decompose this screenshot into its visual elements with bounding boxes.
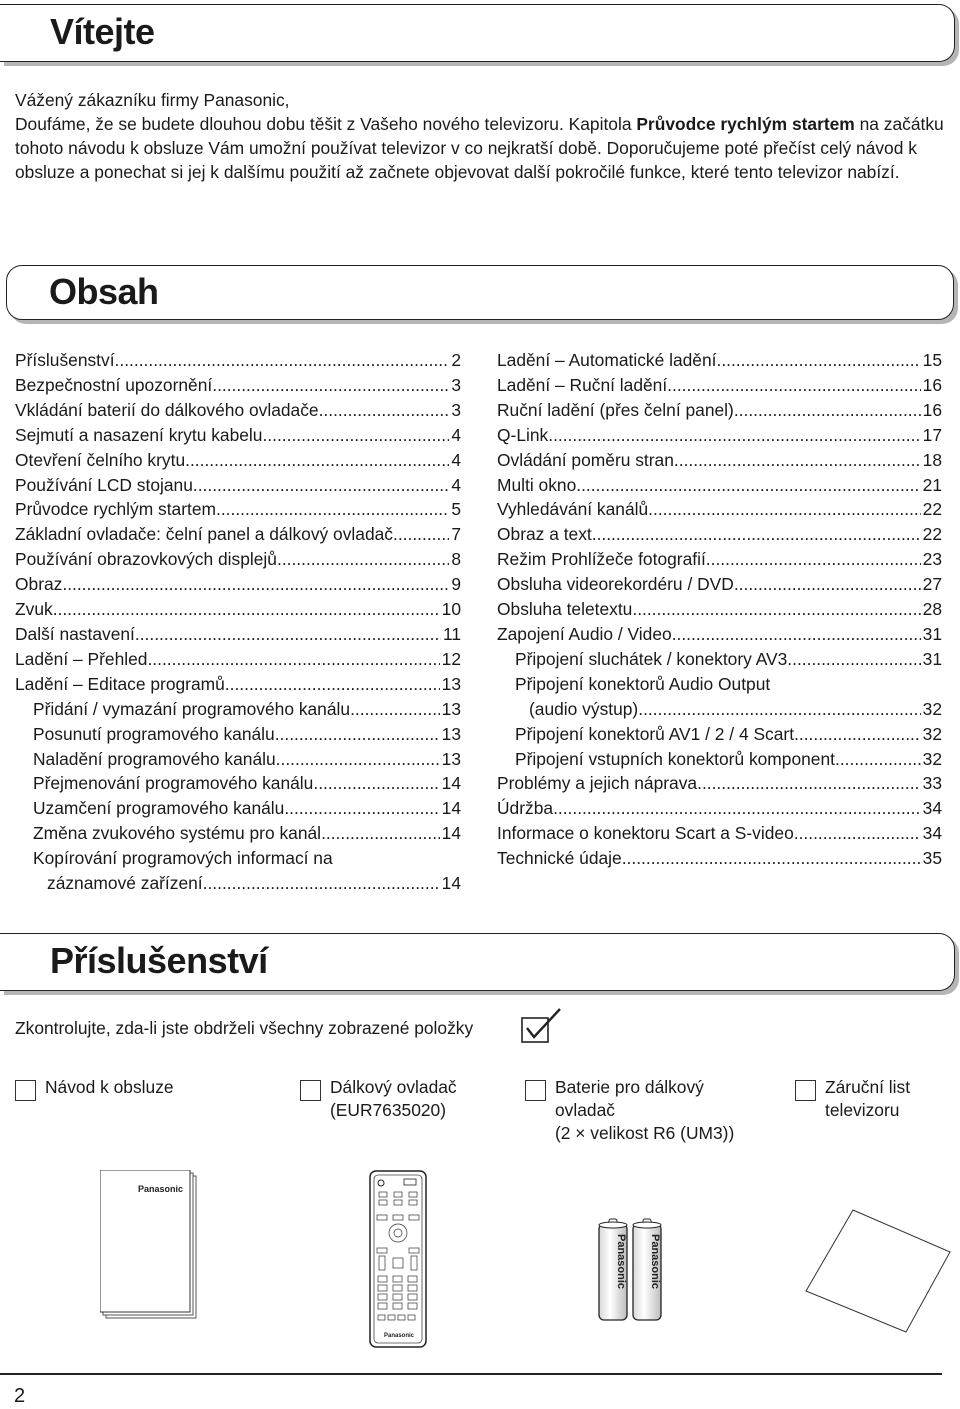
toc-entry-label: (audio výstup) <box>529 698 639 719</box>
toc-entry <box>497 597 942 622</box>
footer-divider <box>0 1373 942 1375</box>
warranty-card-illustration <box>798 1205 958 1337</box>
toc-entry <box>15 547 461 572</box>
toc-entry <box>15 572 461 597</box>
toc-entry-page: 3 <box>451 399 461 420</box>
toc-leader-dots <box>333 846 459 871</box>
accessory-label <box>555 1076 734 1145</box>
toc-leader-dots <box>632 597 920 622</box>
toc-leader-dots <box>350 697 440 722</box>
toc-entry-page <box>459 846 461 871</box>
toc-entry <box>497 348 942 373</box>
toc-entry <box>497 796 942 821</box>
battery-brand: Panasonic <box>615 1234 627 1290</box>
toc-leader-dots <box>794 821 921 846</box>
toc-entry-page: 8 <box>451 549 461 570</box>
toc-leader-dots <box>734 572 921 597</box>
toc-entry-label: Bezpečnostní upozornění <box>15 374 213 395</box>
welcome-header <box>0 4 955 62</box>
toc-entry <box>15 398 461 423</box>
toc-entry-page: 4 <box>451 474 461 495</box>
toc-entry-page: 31 <box>922 648 942 669</box>
toc-entry-label: Obsluha videorekordéru / DVD <box>497 574 734 595</box>
toc-leader-dots <box>262 423 449 448</box>
check-instruction: Zkontrolujte, zda-li jste obdrželi všechny zobrazené položky <box>15 1018 474 1038</box>
checkbox-empty-icon <box>15 1080 36 1101</box>
toc-entry-label: Používání obrazovkových displejů <box>15 549 277 570</box>
toc-entry <box>15 771 461 796</box>
toc-entry <box>15 522 461 547</box>
toc-entry-page: 9 <box>451 574 461 595</box>
toc-entry-page: 14 <box>441 873 461 894</box>
toc-leader-dots <box>313 771 439 796</box>
toc-leader-dots <box>203 871 440 896</box>
toc-entry-label: Příslušenství <box>15 350 115 370</box>
accessory-label <box>45 1076 174 1099</box>
accessory-label <box>825 1076 910 1122</box>
toc-entry-page: 28 <box>922 599 942 620</box>
toc-entry <box>15 697 461 722</box>
toc-entry-label: Ladění – Přehled <box>15 648 148 669</box>
toc-entry-page: 16 <box>922 374 942 395</box>
toc-leader-dots <box>115 348 450 373</box>
toc-leader-dots <box>276 747 440 772</box>
toc-leader-dots <box>770 672 940 697</box>
toc-entry-page: 35 <box>922 848 942 869</box>
toc-leader-dots <box>147 647 439 672</box>
remote-control-illustration <box>369 1170 427 1348</box>
toc-entry-label: Q-Link <box>497 424 549 445</box>
toc-entry-page <box>940 672 942 697</box>
toc-leader-dots <box>212 373 449 398</box>
toc-entry-label: Připojení vstupních konektorů komponent <box>515 748 835 769</box>
toc-leader-dots <box>622 846 921 871</box>
toc-leader-dots <box>225 672 440 697</box>
toc-entry-label: Obsluha teletextu <box>497 599 633 620</box>
toc-entry <box>15 672 461 697</box>
toc-entry <box>15 423 461 448</box>
toc-leader-dots <box>53 597 440 622</box>
accessory-label-line: Návod k obsluze <box>45 1077 174 1097</box>
accessory-label <box>330 1076 457 1122</box>
toc-entry-page: 7 <box>451 524 461 545</box>
toc-entry-page: 14 <box>441 823 461 844</box>
welcome-paragraph-part1: Doufáme, že se budete dlouhou dobu těšit z Vašeho nového televizoru. Kapitola <box>15 114 637 134</box>
toc-entry-page: 14 <box>441 773 461 794</box>
toc-entry <box>15 846 461 871</box>
toc-entry-label: Průvodce rychlým startem <box>15 499 217 520</box>
toc-leader-dots <box>393 522 449 547</box>
toc-entry-label: Ladění – Automatické ladění <box>497 350 717 370</box>
toc-entry-page: 13 <box>441 748 461 769</box>
toc-entry-page: 3 <box>451 374 461 395</box>
toc-leader-dots <box>706 547 921 572</box>
toc-entry-label: Ladění – Ruční ladění <box>497 374 668 395</box>
toc-entry <box>497 572 942 597</box>
toc-entry-page: 13 <box>441 673 461 694</box>
toc-leader-dots <box>62 572 449 597</box>
toc-entry-label: Otevření čelního krytu <box>15 449 186 470</box>
toc-entry-page: 32 <box>922 698 942 719</box>
manual-illustration <box>100 1170 200 1322</box>
toc-entry-label: Další nastavení <box>15 623 135 644</box>
toc-leader-dots <box>553 796 921 821</box>
toc-entry-page: 5 <box>451 499 461 520</box>
accessory-label-line: (2 × velikost R6 (UM3)) <box>555 1123 735 1143</box>
toc-entry <box>497 373 942 398</box>
toc-entry-page: 14 <box>441 798 461 819</box>
toc-leader-dots <box>321 821 440 846</box>
toc-leader-dots <box>284 796 439 821</box>
toc-entry-label: Zapojení Audio / Video <box>497 623 672 644</box>
toc-entry-label: Přidání / vymazání programového kanálu <box>33 698 351 719</box>
toc-entry <box>497 522 942 547</box>
toc-leader-dots <box>716 348 920 373</box>
accessory-label-line: ovladač <box>555 1100 615 1120</box>
toc-entry <box>15 821 461 846</box>
toc-leader-dots <box>648 497 921 522</box>
toc-leader-dots <box>734 398 921 423</box>
manual-brand: Panasonic <box>138 1184 184 1194</box>
toc-entry-page: 12 <box>441 648 461 669</box>
batteries-illustration <box>596 1218 666 1323</box>
toc-entry <box>15 348 461 373</box>
toc-entry-page: 13 <box>441 698 461 719</box>
toc-entry <box>497 647 942 672</box>
toc-entry-label: Vyhledávání kanálů <box>497 499 649 520</box>
toc-entry-page: 22 <box>922 499 942 520</box>
toc-entry-page: 18 <box>922 449 942 470</box>
toc-entry-label: Obraz a text <box>497 524 592 545</box>
remote-brand: Panasonic <box>384 1333 415 1339</box>
toc-entry-page: 11 <box>442 623 461 644</box>
accessory-label-line: Dálkový ovladač <box>330 1077 457 1097</box>
toc-entry-label: Změna zvukového systému pro kanál <box>33 823 322 844</box>
toc-entry-label: Ruční ladění (přes čelní panel) <box>497 399 734 420</box>
toc-left-column <box>15 348 461 896</box>
toc-entry <box>497 722 942 747</box>
toc-entry-label: Informace o konektoru Scart a S-video <box>497 823 794 844</box>
toc-right-column <box>497 348 942 871</box>
toc-entry <box>497 423 942 448</box>
toc-leader-dots <box>277 547 449 572</box>
quick-start-reference: Průvodce rychlým startem <box>636 114 855 134</box>
accessory-label-line: (EUR7635020) <box>330 1100 447 1120</box>
toc-entry <box>15 497 461 522</box>
toc-entry-page: 27 <box>922 574 942 595</box>
toc-entry-label: Naladění programového kanálu <box>33 748 276 769</box>
toc-entry-page: 32 <box>922 723 942 744</box>
toc-leader-dots <box>193 473 449 498</box>
toc-entry <box>15 722 461 747</box>
toc-entry-label: Problémy a jejich náprava <box>497 773 698 794</box>
welcome-text <box>15 88 945 184</box>
welcome-paragraph-part2: na začátku tohoto návodu k obsluze Vám umožní používat televizor v co nejkratší době. Doporučujeme poté přečíst celý návod k obsluze a ponechat si jej k dalšímu použití až začnete objevovat další pokročilé funkce, které tento televizor nabízí. <box>15 114 944 182</box>
toc-entry-label: Ovládání poměru stran <box>497 449 674 470</box>
toc-entry-label: Používání LCD stojanu <box>15 474 193 495</box>
toc-leader-dots <box>592 522 921 547</box>
toc-entry-label: Kopírování programových informací na <box>33 848 333 869</box>
toc-leader-dots <box>576 473 920 498</box>
toc-entry <box>497 846 942 871</box>
toc-leader-dots <box>638 697 920 722</box>
toc-leader-dots <box>319 398 450 423</box>
toc-entry <box>497 672 942 697</box>
toc-entry-page: 34 <box>922 798 942 819</box>
toc-entry-page: 15 <box>922 350 942 370</box>
toc-entry-label: Režim Prohlížeče fotografií <box>497 549 706 570</box>
toc-entry <box>15 373 461 398</box>
welcome-title: Vítejte <box>50 11 155 53</box>
toc-entry-page: 21 <box>922 474 942 495</box>
checkbox-empty-icon <box>525 1080 546 1101</box>
toc-entry-page: 34 <box>922 823 942 844</box>
toc-entry-page: 2 <box>451 350 461 370</box>
toc-entry-page: 4 <box>451 424 461 445</box>
toc-entry <box>15 597 461 622</box>
toc-leader-dots <box>667 373 920 398</box>
toc-entry-label: záznamové zařízení <box>47 873 203 894</box>
toc-entry-label: Zvuk <box>15 599 53 620</box>
accessories-title: Příslušenství <box>50 940 268 982</box>
toc-entry <box>497 398 942 423</box>
toc-leader-dots <box>674 448 921 473</box>
toc-leader-dots <box>794 722 921 747</box>
toc-entry-label: Připojení konektorů Audio Output <box>515 673 771 694</box>
toc-entry-label: Obraz <box>15 574 63 595</box>
toc-entry <box>15 622 461 647</box>
toc-entry <box>497 747 942 772</box>
toc-entry <box>15 871 461 896</box>
checkbox-empty-icon <box>300 1080 321 1101</box>
accessory-label-line: televizoru <box>825 1100 900 1120</box>
toc-entry-label: Posunutí programového kanálu <box>33 723 275 744</box>
welcome-paragraph <box>15 112 945 184</box>
toc-entry-label: Základní ovladače: čelní panel a dálkový ovladač <box>15 524 394 545</box>
toc-leader-dots <box>135 622 441 647</box>
toc-entry <box>15 473 461 498</box>
page-number: 2 <box>14 1385 26 1407</box>
toc-leader-dots <box>787 647 920 672</box>
toc-entry-label: Ladění – Editace programů <box>15 673 225 694</box>
toc-leader-dots <box>275 722 440 747</box>
toc-leader-dots <box>185 448 449 473</box>
accessory-label-line: Záruční list <box>825 1077 911 1097</box>
toc-entry <box>15 796 461 821</box>
toc-entry-page: 22 <box>922 524 942 545</box>
toc-entry <box>15 647 461 672</box>
toc-entry <box>497 697 942 722</box>
toc-entry-page: 23 <box>922 549 942 570</box>
toc-entry-page: 32 <box>922 748 942 769</box>
checkbox-checked-icon <box>520 1008 564 1044</box>
toc-entry-label: Vkládání baterií do dálkového ovladače <box>15 399 319 420</box>
toc-entry <box>497 473 942 498</box>
checkbox-empty-icon <box>795 1080 816 1101</box>
toc-entry-page: 13 <box>441 723 461 744</box>
contents-header <box>6 265 954 320</box>
toc-entry <box>15 448 461 473</box>
toc-entry <box>497 821 942 846</box>
battery-brand-2: Panasonic <box>649 1234 661 1290</box>
toc-entry-label: Technické údaje <box>497 848 622 869</box>
toc-entry-page: 10 <box>441 599 461 620</box>
toc-entry-label: Uzamčení programového kanálu <box>33 798 285 819</box>
toc-leader-dots <box>548 423 920 448</box>
toc-entry-page: 16 <box>922 399 942 420</box>
toc-entry-label: Připojení sluchátek / konektory AV3 <box>515 648 788 669</box>
accessory-label-line: Baterie pro dálkový <box>555 1077 704 1097</box>
toc-leader-dots <box>216 497 449 522</box>
toc-entry-label: Připojení konektorů AV1 / 2 / 4 Scart <box>515 723 795 744</box>
accessories-header <box>0 933 955 991</box>
toc-entry <box>497 497 942 522</box>
contents-title: Obsah <box>49 270 159 312</box>
toc-entry-label: Přejmenování programového kanálu <box>33 773 314 794</box>
toc-entry-page: 33 <box>922 773 942 794</box>
toc-entry <box>497 547 942 572</box>
toc-entry <box>497 448 942 473</box>
toc-entry-label: Multi okno <box>497 474 577 495</box>
toc-entry <box>497 771 942 796</box>
toc-entry-label: Sejmutí a nasazení krytu kabelu <box>15 424 263 445</box>
toc-leader-dots <box>672 622 921 647</box>
toc-entry-page: 4 <box>451 449 461 470</box>
toc-entry <box>497 622 942 647</box>
welcome-greeting: Vážený zákazníku firmy Panasonic, <box>15 90 290 110</box>
toc-entry-page: 17 <box>922 424 942 445</box>
toc-leader-dots <box>697 771 921 796</box>
toc-entry <box>15 747 461 772</box>
toc-entry-label: Údržba <box>497 798 554 819</box>
toc-leader-dots <box>835 747 921 772</box>
toc-entry-page: 31 <box>922 623 942 644</box>
